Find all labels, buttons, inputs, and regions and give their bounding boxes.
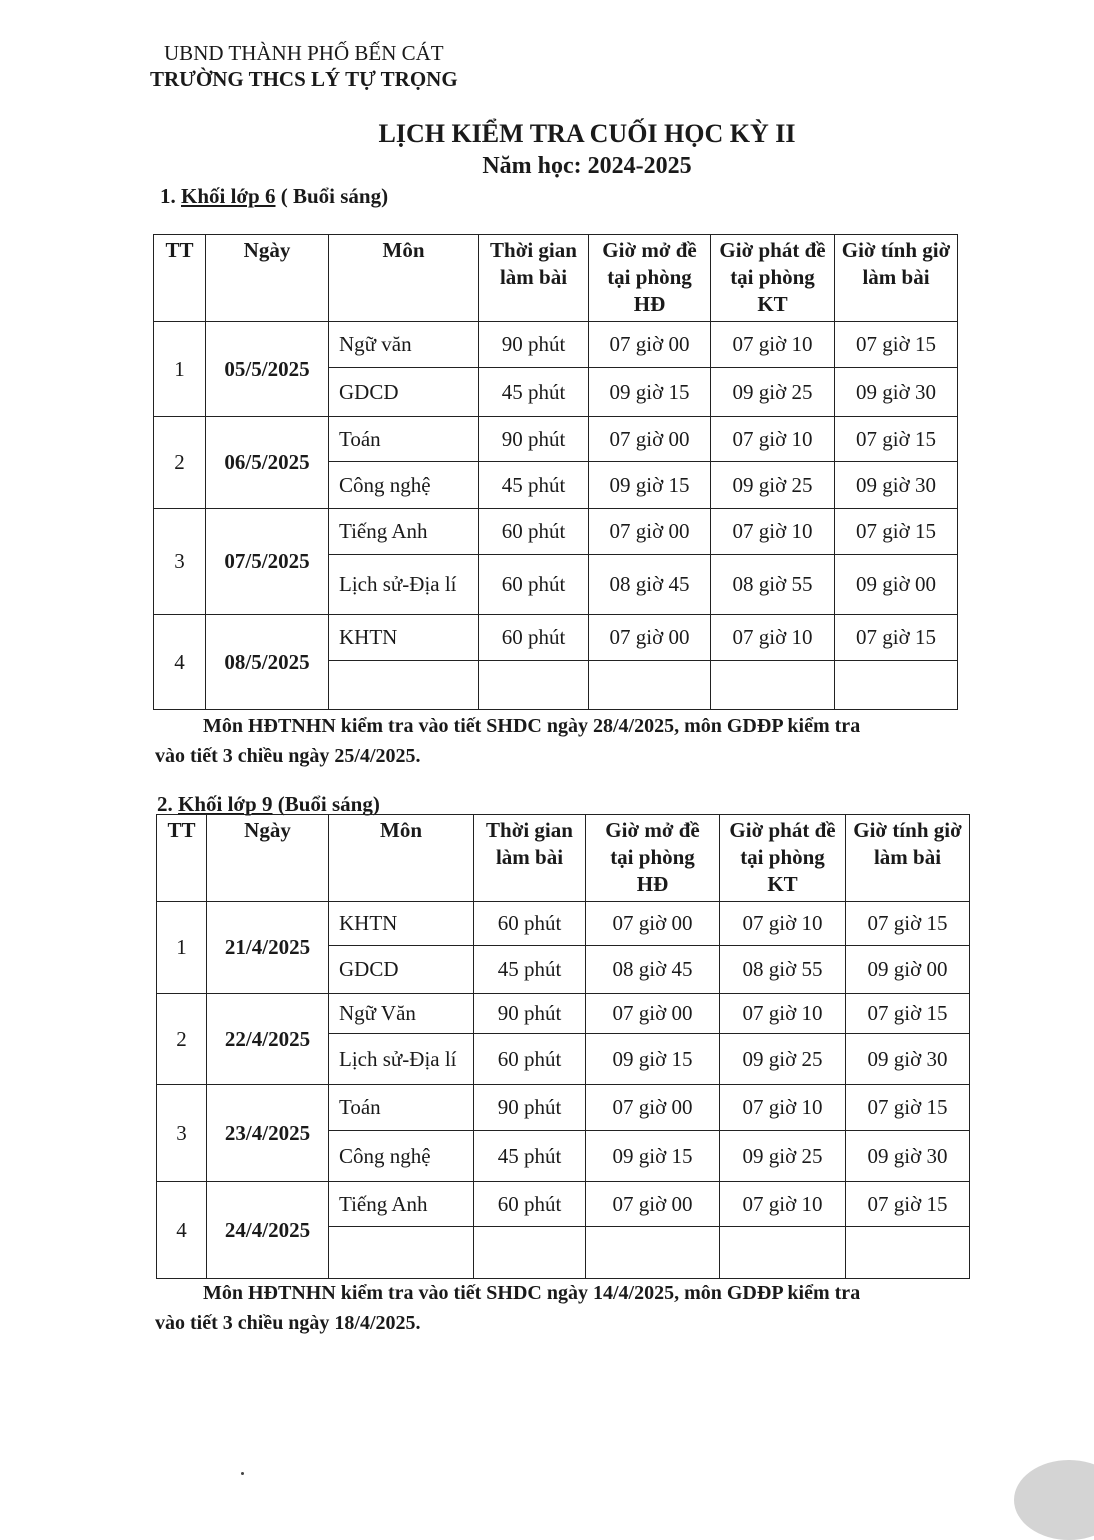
duration: 90 phút	[474, 994, 586, 1034]
exam-date: 07/5/2025	[206, 509, 329, 615]
table-row	[154, 615, 958, 661]
open-time: 07 giờ 00	[589, 615, 711, 661]
distribute-time: 09 giờ 25	[711, 462, 835, 509]
table-row	[157, 1182, 970, 1227]
distribute-time: 08 giờ 55	[720, 946, 846, 994]
col-distribute-time: Giờ phát đề tại phòng KT	[711, 235, 835, 322]
start-time	[835, 661, 958, 710]
subject: Ngữ Văn	[329, 994, 474, 1034]
start-time: 07 giờ 15	[835, 615, 958, 661]
subject: Tiếng Anh	[329, 1182, 474, 1227]
row-number: 2	[154, 417, 206, 509]
open-time: 08 giờ 45	[586, 946, 720, 994]
duration: 45 phút	[479, 368, 589, 417]
document-header	[150, 40, 458, 92]
section-1-session: ( Buổi sáng)	[280, 184, 389, 208]
row-number: 3	[157, 1085, 207, 1182]
open-time: 07 giờ 00	[589, 417, 711, 462]
col-start-time: Giờ tính giờ làm bài	[846, 815, 970, 902]
distribute-time: 09 giờ 25	[711, 368, 835, 417]
start-time	[846, 1227, 970, 1279]
section-1-heading	[160, 184, 388, 209]
start-time: 09 giờ 30	[846, 1131, 970, 1182]
subject: Tiếng Anh	[329, 509, 479, 555]
start-time: 09 giờ 00	[835, 555, 958, 615]
subject: KHTN	[329, 615, 479, 661]
school-name: TRƯỜNG THCS LÝ TỰ TRỌNG	[150, 67, 458, 91]
distribute-time: 07 giờ 10	[720, 902, 846, 946]
subject: GDCD	[329, 368, 479, 417]
duration: 60 phút	[479, 615, 589, 661]
col-start-time: Giờ tính giờ làm bài	[835, 235, 958, 322]
open-time: 07 giờ 00	[586, 1182, 720, 1227]
subject: GDCD	[329, 946, 474, 994]
open-time: 09 giờ 15	[589, 462, 711, 509]
subject: Công nghệ	[329, 462, 479, 509]
open-time: 07 giờ 00	[589, 509, 711, 555]
subject	[329, 661, 479, 710]
duration: 60 phút	[474, 1182, 586, 1227]
open-time: 07 giờ 00	[586, 902, 720, 946]
duration: 90 phút	[479, 322, 589, 368]
row-number: 1	[154, 322, 206, 417]
note-line: Môn HĐTNHN kiểm tra vào tiết SHDC ngày 28/4/2025, môn GDĐP kiểm tra	[203, 715, 861, 737]
document-title	[0, 118, 1094, 182]
start-time: 07 giờ 15	[846, 1085, 970, 1131]
distribute-time: 07 giờ 10	[720, 994, 846, 1034]
open-time: 09 giờ 15	[586, 1034, 720, 1085]
start-time: 07 giờ 15	[846, 902, 970, 946]
authority-name: UBND THÀNH PHỐ BẾN CÁT	[164, 41, 444, 65]
table-row	[154, 509, 958, 555]
col-date: Ngày	[207, 815, 329, 902]
exam-date: 23/4/2025	[207, 1085, 329, 1182]
distribute-time: 09 giờ 25	[720, 1131, 846, 1182]
open-time: 07 giờ 00	[589, 322, 711, 368]
row-number: 3	[154, 509, 206, 615]
open-time	[586, 1227, 720, 1279]
table-row	[154, 322, 958, 368]
col-distribute-time: Giờ phát đề tại phòng KT	[720, 815, 846, 902]
distribute-time: 07 giờ 10	[711, 417, 835, 462]
section-1-number: 1.	[160, 184, 176, 208]
section-2-note	[155, 1278, 975, 1338]
exam-date: 21/4/2025	[207, 902, 329, 994]
start-time: 09 giờ 00	[846, 946, 970, 994]
exam-date: 22/4/2025	[207, 994, 329, 1085]
distribute-time: 07 giờ 10	[720, 1085, 846, 1131]
note-line: Môn HĐTNHN kiểm tra vào tiết SHDC ngày 14/4/2025, môn GDĐP kiểm tra	[203, 1282, 861, 1304]
row-number: 4	[154, 615, 206, 710]
col-duration: Thời gian làm bài	[479, 235, 589, 322]
subject: Lịch sử-Địa lí	[329, 555, 479, 615]
subject	[329, 1227, 474, 1279]
start-time: 07 giờ 15	[835, 417, 958, 462]
start-time: 07 giờ 15	[846, 994, 970, 1034]
subject: Toán	[329, 417, 479, 462]
col-date: Ngày	[206, 235, 329, 322]
subject: Công nghệ	[329, 1131, 474, 1182]
duration	[479, 661, 589, 710]
duration: 45 phút	[474, 946, 586, 994]
exam-date: 06/5/2025	[206, 417, 329, 509]
start-time: 09 giờ 30	[835, 462, 958, 509]
start-time: 09 giờ 30	[846, 1034, 970, 1085]
open-time: 09 giờ 15	[586, 1131, 720, 1182]
section-2-grade: Khối lớp 9	[178, 792, 273, 816]
duration: 45 phút	[479, 462, 589, 509]
exam-date: 05/5/2025	[206, 322, 329, 417]
exam-date: 08/5/2025	[206, 615, 329, 710]
col-subject: Môn	[329, 235, 479, 322]
duration: 90 phút	[474, 1085, 586, 1131]
school-year: Năm học: 2024-2025	[482, 153, 692, 179]
open-time: 09 giờ 15	[589, 368, 711, 417]
table-row	[157, 994, 970, 1034]
duration: 90 phút	[479, 417, 589, 462]
start-time: 07 giờ 15	[835, 322, 958, 368]
subject: Toán	[329, 1085, 474, 1131]
scan-speck	[241, 1472, 244, 1475]
corner-shadow	[1014, 1460, 1094, 1540]
distribute-time: 07 giờ 10	[711, 615, 835, 661]
table-header-row	[157, 815, 970, 902]
exam-date: 24/4/2025	[207, 1182, 329, 1279]
start-time: 07 giờ 15	[835, 509, 958, 555]
table-row	[157, 1085, 970, 1131]
duration: 60 phút	[474, 902, 586, 946]
row-number: 1	[157, 902, 207, 994]
table-header-row	[154, 235, 958, 322]
note-line: vào tiết 3 chiều ngày 18/4/2025.	[155, 1312, 421, 1334]
subject: KHTN	[329, 902, 474, 946]
col-duration: Thời gian làm bài	[474, 815, 586, 902]
distribute-time	[711, 661, 835, 710]
col-tt: TT	[154, 235, 206, 322]
col-subject: Môn	[329, 815, 474, 902]
col-tt: TT	[157, 815, 207, 902]
table-row	[157, 902, 970, 946]
duration: 60 phút	[479, 555, 589, 615]
section-2-session: (Buổi sáng)	[277, 792, 380, 816]
section-1-note	[155, 711, 965, 771]
table-row	[154, 417, 958, 462]
distribute-time: 08 giờ 55	[711, 555, 835, 615]
distribute-time: 07 giờ 10	[711, 322, 835, 368]
open-time: 07 giờ 00	[586, 994, 720, 1034]
row-number: 2	[157, 994, 207, 1085]
duration: 45 phút	[474, 1131, 586, 1182]
distribute-time: 07 giờ 10	[711, 509, 835, 555]
col-open-time: Giờ mở đề tại phòng HĐ	[589, 235, 711, 322]
subject: Lịch sử-Địa lí	[329, 1034, 474, 1085]
open-time: 07 giờ 00	[586, 1085, 720, 1131]
duration: 60 phút	[474, 1034, 586, 1085]
grade-6-schedule-table	[153, 234, 958, 710]
col-open-time: Giờ mở đề tại phòng HĐ	[586, 815, 720, 902]
distribute-time	[720, 1227, 846, 1279]
duration	[474, 1227, 586, 1279]
subject: Ngữ văn	[329, 322, 479, 368]
open-time: 08 giờ 45	[589, 555, 711, 615]
start-time: 09 giờ 30	[835, 368, 958, 417]
title-main: LỊCH KIỂM TRA CUỐI HỌC KỲ II	[378, 119, 796, 148]
duration: 60 phút	[479, 509, 589, 555]
distribute-time: 07 giờ 10	[720, 1182, 846, 1227]
section-1-grade: Khối lớp 6	[181, 184, 276, 208]
start-time: 07 giờ 15	[846, 1182, 970, 1227]
open-time	[589, 661, 711, 710]
section-2-number: 2.	[157, 792, 173, 816]
note-line: vào tiết 3 chiều ngày 25/4/2025.	[155, 745, 421, 767]
distribute-time: 09 giờ 25	[720, 1034, 846, 1085]
row-number: 4	[157, 1182, 207, 1279]
grade-9-schedule-table	[156, 814, 970, 1279]
